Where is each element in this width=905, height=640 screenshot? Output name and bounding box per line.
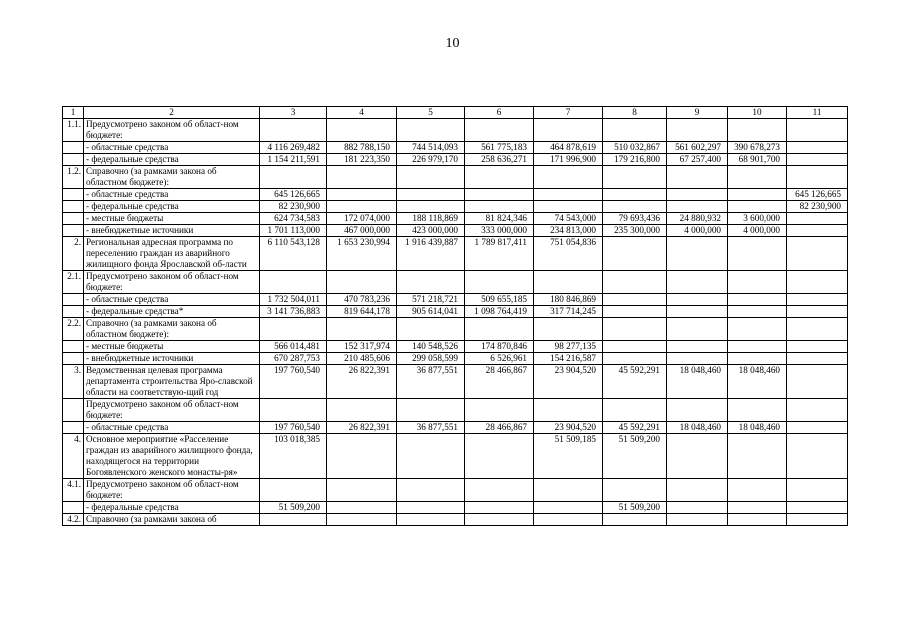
value-cell: 172 074,000	[327, 213, 397, 225]
value-cell: 26 822,391	[327, 365, 397, 399]
row-index: 4.	[63, 434, 84, 479]
table-row	[63, 318, 848, 341]
value-cell: 226 979,170	[397, 154, 465, 166]
value-cell: 74 543,000	[534, 213, 603, 225]
value-cell	[260, 166, 327, 189]
value-cell: 179 216,800	[603, 154, 667, 166]
page-number: 10	[445, 36, 460, 51]
row-label: - областные средства	[84, 189, 260, 201]
value-cell	[728, 399, 787, 422]
value-cell: 670 287,753	[260, 353, 327, 365]
value-cell	[787, 341, 848, 353]
value-cell	[787, 294, 848, 306]
value-cell	[397, 434, 465, 479]
value-cell	[787, 318, 848, 341]
value-cell: 82 230,900	[787, 201, 848, 213]
table-row	[63, 399, 848, 422]
value-cell	[603, 306, 667, 318]
value-cell	[327, 434, 397, 479]
value-cell: 423 000,000	[397, 225, 465, 237]
value-cell	[728, 201, 787, 213]
value-cell: 28 466,867	[465, 365, 534, 399]
row-label: Предусмотрено законом об област-ном бюджете:	[84, 479, 260, 502]
value-cell	[667, 237, 728, 271]
value-cell	[728, 306, 787, 318]
value-cell	[397, 502, 465, 514]
value-cell: 3 600,000	[728, 213, 787, 225]
value-cell	[465, 502, 534, 514]
value-cell: 81 824,346	[465, 213, 534, 225]
value-cell	[465, 189, 534, 201]
row-label: - местные бюджеты	[84, 341, 260, 353]
value-cell	[787, 166, 848, 189]
row-label: Ведомственная целевая программа департамента строительства Яро-славской области на соответствую-щий год	[84, 365, 260, 399]
row-label: Основное мероприятие «Расселение граждан из аварийного жилищного фонда, находящегося на территории Богоявленского женского монасты-ря»	[84, 434, 260, 479]
value-cell: 24 880,932	[667, 213, 728, 225]
row-index: 3.	[63, 365, 84, 399]
value-cell	[327, 318, 397, 341]
value-cell	[787, 306, 848, 318]
value-cell	[603, 271, 667, 294]
value-cell	[327, 514, 397, 526]
value-cell: 510 032,867	[603, 142, 667, 154]
table-row	[63, 306, 848, 318]
value-cell: 509 655,185	[465, 294, 534, 306]
value-cell	[534, 119, 603, 142]
row-index	[63, 213, 84, 225]
value-cell: 470 783,236	[327, 294, 397, 306]
value-cell: 103 018,385	[260, 434, 327, 479]
value-cell: 1 789 817,411	[465, 237, 534, 271]
value-cell	[465, 434, 534, 479]
value-cell	[728, 189, 787, 201]
column-header: 9	[667, 107, 728, 119]
value-cell: 744 514,093	[397, 142, 465, 154]
value-cell	[728, 434, 787, 479]
table-header-row	[63, 107, 848, 119]
value-cell	[397, 166, 465, 189]
value-cell: 174 870,846	[465, 341, 534, 353]
value-cell	[787, 154, 848, 166]
value-cell	[603, 119, 667, 142]
row-label: Предусмотрено законом об област-ном бюджете:	[84, 271, 260, 294]
value-cell: 905 614,041	[397, 306, 465, 318]
value-cell	[465, 399, 534, 422]
value-cell	[327, 479, 397, 502]
value-cell	[465, 166, 534, 189]
column-header: 2	[84, 107, 260, 119]
value-cell	[728, 294, 787, 306]
value-cell: 45 592,291	[603, 422, 667, 434]
value-cell	[534, 271, 603, 294]
value-cell	[667, 201, 728, 213]
table-row	[63, 502, 848, 514]
row-index	[63, 294, 84, 306]
row-label: Справочно (за рамками закона об	[84, 514, 260, 526]
table-row	[63, 271, 848, 294]
value-cell	[534, 166, 603, 189]
value-cell	[603, 514, 667, 526]
value-cell	[260, 479, 327, 502]
value-cell	[260, 271, 327, 294]
table-row	[63, 142, 848, 154]
table-row	[63, 365, 848, 399]
value-cell: 882 788,150	[327, 142, 397, 154]
value-cell	[728, 514, 787, 526]
value-cell: 645 126,665	[787, 189, 848, 201]
value-cell: 819 644,178	[327, 306, 397, 318]
row-label: Справочно (за рамками закона об областном бюджете):	[84, 318, 260, 341]
row-label: - федеральные средства*	[84, 306, 260, 318]
value-cell: 467 000,000	[327, 225, 397, 237]
value-cell	[667, 514, 728, 526]
value-cell	[667, 502, 728, 514]
value-cell	[534, 399, 603, 422]
row-index	[63, 306, 84, 318]
value-cell: 4 000,000	[667, 225, 728, 237]
value-cell	[465, 271, 534, 294]
value-cell	[787, 213, 848, 225]
column-header: 4	[327, 107, 397, 119]
value-cell: 333 000,000	[465, 225, 534, 237]
column-header: 7	[534, 107, 603, 119]
value-cell	[534, 514, 603, 526]
value-cell	[327, 502, 397, 514]
value-cell	[327, 119, 397, 142]
value-cell: 98 277,135	[534, 341, 603, 353]
value-cell	[787, 479, 848, 502]
value-cell	[397, 271, 465, 294]
row-label: - внебюджетные источники	[84, 225, 260, 237]
table-row	[63, 353, 848, 365]
value-cell: 1 653 230,994	[327, 237, 397, 271]
row-label: - федеральные средства	[84, 201, 260, 213]
value-cell: 152 317,974	[327, 341, 397, 353]
value-cell	[465, 514, 534, 526]
value-cell	[465, 479, 534, 502]
value-cell: 18 048,460	[728, 422, 787, 434]
row-index	[63, 225, 84, 237]
value-cell	[667, 119, 728, 142]
value-cell	[787, 365, 848, 399]
value-cell	[397, 119, 465, 142]
value-cell	[728, 502, 787, 514]
value-cell	[603, 237, 667, 271]
row-label: Предусмотрено законом об област-ном бюджете:	[84, 119, 260, 142]
value-cell: 45 592,291	[603, 365, 667, 399]
value-cell: 624 734,583	[260, 213, 327, 225]
value-cell	[397, 201, 465, 213]
value-cell: 28 466,867	[465, 422, 534, 434]
row-index	[63, 399, 84, 422]
column-header: 8	[603, 107, 667, 119]
value-cell	[728, 271, 787, 294]
row-index: 2.2.	[63, 318, 84, 341]
row-label: Предусмотрено законом об област-ном бюджете:	[84, 399, 260, 422]
row-label: - местные бюджеты	[84, 213, 260, 225]
value-cell: 571 218,721	[397, 294, 465, 306]
row-label: Справочно (за рамками закона об областном бюджете):	[84, 166, 260, 189]
value-cell	[603, 294, 667, 306]
value-cell: 197 760,540	[260, 365, 327, 399]
budget-table	[62, 106, 848, 526]
table-row	[63, 213, 848, 225]
row-index: 1.1.	[63, 119, 84, 142]
value-cell: 6 110 543,128	[260, 237, 327, 271]
value-cell: 23 904,520	[534, 422, 603, 434]
value-cell	[397, 189, 465, 201]
value-cell: 317 714,245	[534, 306, 603, 318]
value-cell: 4 116 269,482	[260, 142, 327, 154]
value-cell: 18 048,460	[667, 422, 728, 434]
value-cell	[260, 318, 327, 341]
value-cell: 26 822,391	[327, 422, 397, 434]
value-cell	[534, 502, 603, 514]
value-cell	[534, 189, 603, 201]
value-cell: 299 058,599	[397, 353, 465, 365]
value-cell: 79 693,436	[603, 213, 667, 225]
table-row	[63, 341, 848, 353]
value-cell: 36 877,551	[397, 365, 465, 399]
value-cell	[397, 479, 465, 502]
value-cell	[327, 201, 397, 213]
value-cell	[465, 119, 534, 142]
value-cell	[260, 514, 327, 526]
value-cell	[667, 353, 728, 365]
row-label: - областные средства	[84, 422, 260, 434]
value-cell	[728, 237, 787, 271]
row-label: - областные средства	[84, 142, 260, 154]
value-cell	[728, 353, 787, 365]
value-cell: 210 485,606	[327, 353, 397, 365]
row-index	[63, 353, 84, 365]
value-cell	[667, 166, 728, 189]
row-index: 2.	[63, 237, 84, 271]
value-cell	[603, 399, 667, 422]
value-cell	[327, 189, 397, 201]
value-cell	[728, 119, 787, 142]
value-cell: 23 904,520	[534, 365, 603, 399]
value-cell: 561 602,297	[667, 142, 728, 154]
value-cell: 751 054,836	[534, 237, 603, 271]
value-cell	[397, 514, 465, 526]
row-index	[63, 189, 84, 201]
value-cell	[327, 271, 397, 294]
value-cell: 3 141 736,883	[260, 306, 327, 318]
value-cell: 171 996,900	[534, 154, 603, 166]
value-cell: 18 048,460	[667, 365, 728, 399]
value-cell	[603, 166, 667, 189]
value-cell: 1 732 504,011	[260, 294, 327, 306]
table-row	[63, 479, 848, 502]
value-cell	[603, 479, 667, 502]
table-row	[63, 189, 848, 201]
column-header: 5	[397, 107, 465, 119]
value-cell: 181 223,350	[327, 154, 397, 166]
value-cell	[603, 318, 667, 341]
table-row	[63, 422, 848, 434]
table-row	[63, 514, 848, 526]
value-cell: 51 509,185	[534, 434, 603, 479]
value-cell: 390 678,273	[728, 142, 787, 154]
value-cell	[728, 166, 787, 189]
value-cell	[465, 318, 534, 341]
table-row	[63, 237, 848, 271]
value-cell: 6 526,961	[465, 353, 534, 365]
value-cell	[728, 318, 787, 341]
table-row	[63, 119, 848, 142]
table-row	[63, 434, 848, 479]
value-cell: 188 118,869	[397, 213, 465, 225]
value-cell: 1 701 113,000	[260, 225, 327, 237]
value-cell: 645 126,665	[260, 189, 327, 201]
row-label: Региональная адресная программа по переселению граждан из аварийного жилищного фонда Ярославской об-ласти	[84, 237, 260, 271]
value-cell	[667, 434, 728, 479]
row-index	[63, 154, 84, 166]
row-index	[63, 502, 84, 514]
row-index	[63, 201, 84, 213]
value-cell	[787, 514, 848, 526]
value-cell	[667, 271, 728, 294]
value-cell: 154 216,587	[534, 353, 603, 365]
value-cell	[534, 318, 603, 341]
value-cell	[728, 479, 787, 502]
value-cell	[787, 422, 848, 434]
value-cell: 36 877,551	[397, 422, 465, 434]
row-label: - областные средства	[84, 294, 260, 306]
value-cell	[534, 201, 603, 213]
row-label: - внебюджетные источники	[84, 353, 260, 365]
row-index	[63, 422, 84, 434]
value-cell: 235 300,000	[603, 225, 667, 237]
row-index: 4.2.	[63, 514, 84, 526]
value-cell	[787, 353, 848, 365]
value-cell	[603, 189, 667, 201]
column-header: 10	[728, 107, 787, 119]
value-cell	[787, 271, 848, 294]
column-header: 11	[787, 107, 848, 119]
value-cell	[260, 399, 327, 422]
value-cell	[667, 189, 728, 201]
table-row	[63, 225, 848, 237]
value-cell: 68 901,700	[728, 154, 787, 166]
value-cell	[667, 306, 728, 318]
value-cell: 4 000,000	[728, 225, 787, 237]
value-cell	[260, 119, 327, 142]
row-index: 4.1.	[63, 479, 84, 502]
value-cell	[667, 341, 728, 353]
value-cell	[397, 318, 465, 341]
value-cell	[787, 399, 848, 422]
value-cell	[327, 399, 397, 422]
row-index	[63, 142, 84, 154]
value-cell: 561 775,183	[465, 142, 534, 154]
value-cell	[787, 119, 848, 142]
table-row	[63, 154, 848, 166]
value-cell: 1 098 764,419	[465, 306, 534, 318]
value-cell	[667, 399, 728, 422]
value-cell	[787, 225, 848, 237]
value-cell	[787, 142, 848, 154]
value-cell	[787, 237, 848, 271]
row-index: 1.2.	[63, 166, 84, 189]
value-cell	[534, 479, 603, 502]
value-cell	[327, 166, 397, 189]
value-cell: 464 878,619	[534, 142, 603, 154]
column-header: 3	[260, 107, 327, 119]
value-cell: 140 548,526	[397, 341, 465, 353]
value-cell: 1 154 211,591	[260, 154, 327, 166]
column-header: 1	[63, 107, 84, 119]
value-cell: 51 509,200	[603, 502, 667, 514]
value-cell	[603, 201, 667, 213]
value-cell: 67 257,400	[667, 154, 728, 166]
value-cell: 51 509,200	[260, 502, 327, 514]
value-cell	[667, 318, 728, 341]
value-cell: 566 014,481	[260, 341, 327, 353]
value-cell	[787, 434, 848, 479]
table-row	[63, 166, 848, 189]
value-cell	[603, 353, 667, 365]
row-index	[63, 341, 84, 353]
value-cell: 51 509,200	[603, 434, 667, 479]
row-index: 2.1.	[63, 271, 84, 294]
value-cell	[787, 502, 848, 514]
value-cell	[667, 294, 728, 306]
value-cell: 1 916 439,887	[397, 237, 465, 271]
value-cell: 180 846,869	[534, 294, 603, 306]
table-row	[63, 294, 848, 306]
value-cell: 18 048,460	[728, 365, 787, 399]
value-cell: 258 636,271	[465, 154, 534, 166]
row-label: - федеральные средства	[84, 502, 260, 514]
column-header: 6	[465, 107, 534, 119]
value-cell: 82 230,900	[260, 201, 327, 213]
value-cell: 234 813,000	[534, 225, 603, 237]
value-cell	[465, 201, 534, 213]
value-cell	[667, 479, 728, 502]
value-cell: 197 760,540	[260, 422, 327, 434]
value-cell	[603, 341, 667, 353]
row-label: - федеральные средства	[84, 154, 260, 166]
value-cell	[728, 341, 787, 353]
table-row	[63, 201, 848, 213]
value-cell	[397, 399, 465, 422]
